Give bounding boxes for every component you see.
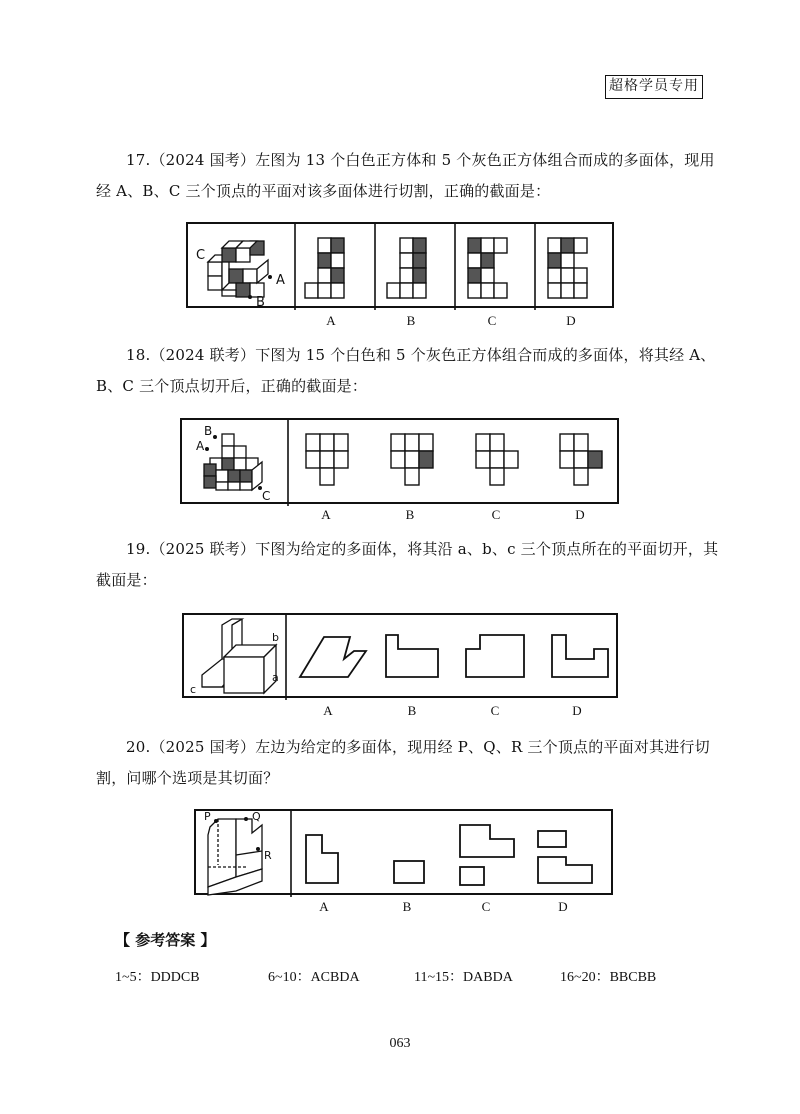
q20-vertex-label: P [204,811,211,823]
q19-option-label: D [572,703,582,718]
q18-vertex-label: A [196,439,205,453]
question-18-figure-drawing [182,420,621,506]
q20-option-b-shape [394,861,424,883]
question-18-figure [180,418,619,504]
q20-option-a-shape [306,835,338,883]
q17-option-label: D [566,313,576,328]
q20-option-c-shape [460,825,514,885]
question-19-figure [182,613,618,698]
q17-option-label: C [487,313,497,328]
question-19-text: 19.（2025 联考）下图为给定的多面体，将其沿 a、b、c 三个顶点所在的平面切开，其截面是： [96,540,719,589]
student-only-stamp: 超格学员专用 [605,75,703,99]
q17-option-a-shape [305,238,344,298]
answer-group: 11~15：DABDA [414,970,513,985]
answer-key-title: 【 参考答案 】 [115,931,216,949]
q17-option-label: A [326,313,336,328]
q18-option-a-shape [306,434,348,485]
q17-polyhedron [208,241,268,297]
answer-group: 16~20：BBCBB [560,970,657,985]
q20-option-label: D [558,899,568,914]
q19-option-a-shape [300,637,366,677]
q17-vertex-label: C [196,248,206,263]
q20-option-label: B [402,899,412,914]
q18-option-label: B [405,507,415,522]
answer-group: 6~10：ACBDA [268,970,360,985]
question-17-figure [186,222,614,308]
q17-option-b-shape [387,238,426,298]
q17-option-d-shape [548,238,587,298]
q20-vertex-label: R [264,849,272,862]
q19-polyhedron [202,619,276,693]
page-number: 063 [389,1036,411,1051]
q18-vertex-label: B [204,424,213,438]
q19-option-label: B [407,703,417,718]
question-19-figure-drawing [184,615,620,700]
q17-vertex-label: B [256,295,265,310]
q18-option-c-shape [476,434,518,485]
q19-option-d-shape [552,635,608,677]
q18-option-label: A [321,507,331,522]
q19-option-b-shape [386,635,438,677]
q17-vertex-label: A [276,273,285,288]
question-20-figure [194,809,613,895]
q20-option-label: C [481,899,491,914]
question-17-figure-drawing [188,224,616,310]
q19-vertex-label: c [190,683,197,696]
question-17-text: 17.（2024 国考）左图为 13 个白色正方体和 5 个灰色正方体组合而成的多面体，现用经 A、B、C 三个顶点的平面对该多面体进行切割，正确的截面是： [96,151,715,200]
q20-option-d-shape [538,831,592,883]
q19-option-c-shape [466,635,524,677]
q18-option-b-shape [391,434,433,485]
q17-option-label: B [406,313,416,328]
q18-polyhedron [204,434,262,490]
q19-vertex-label: b [272,631,279,644]
q20-vertex-label: Q [252,811,261,823]
q20-option-label: A [319,899,329,914]
q19-option-label: A [323,703,333,718]
question-18-text: 18.（2024 联考）下图为 15 个白色和 5 个灰色正方体组合而成的多面体，将其经 A、B、C 三个顶点切开后，正确的截面是： [96,346,716,395]
q19-vertex-label: a [272,671,279,684]
q20-polyhedron [208,819,262,895]
q18-option-label: C [491,507,501,522]
question-20-figure-drawing [196,811,615,897]
q18-vertex-label: C [262,489,271,503]
q17-option-c-shape [468,238,507,298]
q19-option-label: C [490,703,500,718]
q18-option-label: D [575,507,585,522]
q18-option-d-shape [560,434,602,485]
question-20-text: 20.（2025 国考）左边为给定的多面体，现用经 P、Q、R 三个顶点的平面对其进行切割，问哪个选项是其切面？ [96,738,710,787]
answer-group: 1~5：DDDCB [115,970,200,985]
